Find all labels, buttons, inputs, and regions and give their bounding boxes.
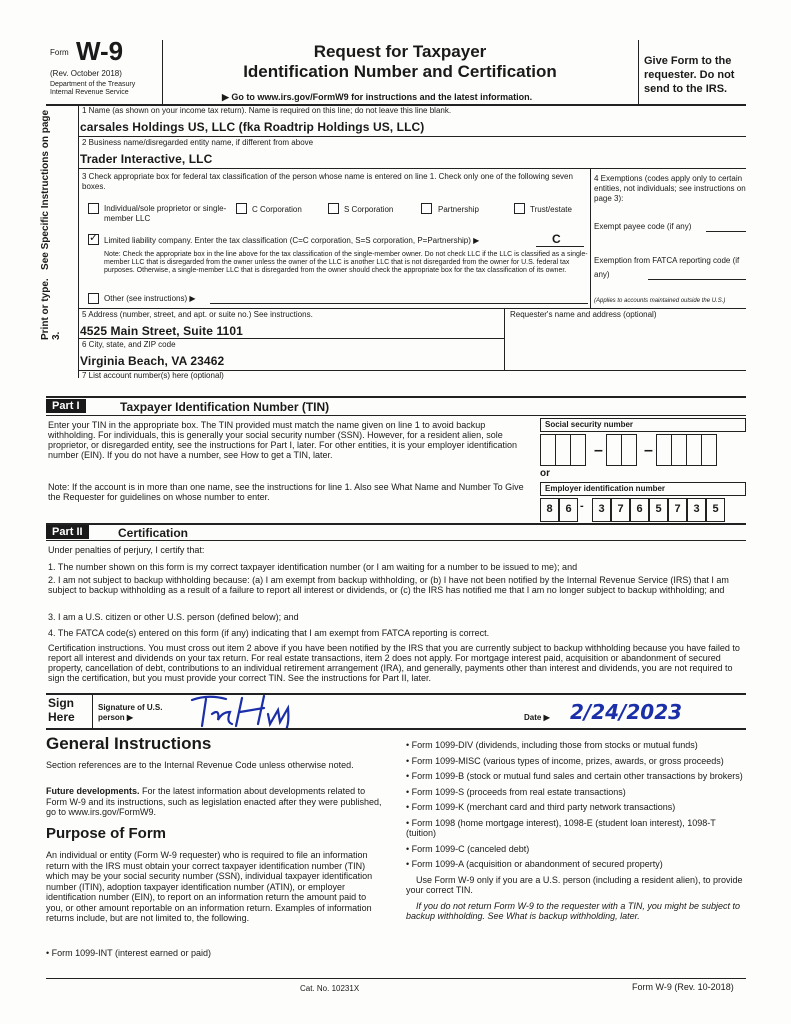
line1-label: 1 Name (as shown on your income tax return). Name is required on this line; do not leave this line blank. — [82, 106, 452, 115]
part2-label: Part II — [46, 525, 89, 539]
ein-digit: 3 — [687, 498, 706, 522]
cert-item-2: 2. I am not subject to backup withholding because: (a) I am exempt from backup withholding, or (b) I have not been notified by the Internal Revenue Service (IRS) that I am subject to backup withholding as a result of a failure to report all interest or dividends, or (c) the IRS has notified me that I am no longer subject to backup withholding; and — [48, 575, 729, 595]
trust-label: Trust/estate — [530, 205, 572, 214]
ssn-label: Social security number — [545, 420, 634, 429]
signature-field[interactable] — [176, 696, 516, 726]
date-label: Date ▶ — [524, 713, 550, 722]
city-state-zip-field[interactable]: Virginia Beach, VA 23462 — [80, 354, 225, 368]
right-bullets — [406, 740, 744, 922]
future-developments — [46, 786, 382, 818]
ssn-header — [540, 418, 746, 432]
bullet-item: • Form 1098 (home mortgage interest), 1098-E (student loan interest), 1098-T (tuition) — [406, 817, 716, 838]
requester-label: Requester's name and address (optional) — [510, 310, 657, 319]
cert-item-3: 3. I am a U.S. citizen or other U.S. person (defined below); and — [48, 612, 299, 622]
name-field[interactable]: carsales Holdings US, LLC (fka Roadtrip Holdings US, LLC) — [80, 120, 425, 134]
fatca-label: Exemption from FATCA reporting code (if any) — [594, 256, 740, 279]
side-label — [40, 100, 62, 340]
s-corp-checkbox[interactable] — [328, 203, 339, 214]
future-developments-text: For the latest information about developments related to Form W-9 and its instructions, such as legislation enacted after they were published, go to www.irs.gov/FormW9. — [46, 786, 382, 817]
ein-digit: 7 — [668, 498, 687, 522]
bullet-item: • Form 1099-DIV (dividends, including those from stocks or mutual funds) — [406, 740, 698, 750]
ein-digit: 6 — [559, 498, 578, 522]
ein-digit: 5 — [706, 498, 725, 522]
llc-note: Note: Check the appropriate box in the line above for the tax classification of the single-member owner. Do not check LLC if the LLC is classified as a single-member LLC that is disregarded from the owner unless the owner of the LLC is another LLC that is not disregarded from the owner for U.S. federal tax purposes. Otherwise, a single-member LLC that is disregarded from the owner should check the appropriate box for the tax classification of its owner. — [104, 251, 588, 274]
form-title — [162, 42, 638, 82]
treasury-dept: Department of the Treasury — [50, 81, 136, 88]
bullet-item: • Form 1099-K (merchant card and third party network transactions) — [406, 802, 676, 812]
cert-item-1: 1. The number shown on this form is my correct taxpayer identification number (or I am waiting for a number to be issued to me); and — [48, 562, 578, 572]
line5-label: 5 Address (number, street, and apt. or suite no.) See instructions. — [82, 310, 313, 319]
use-form-note: Use Form W-9 only if you are a U.S. person (including a resident alien), to provide your correct TIN. — [406, 874, 743, 895]
checkmark-icon: ✓ — [89, 232, 99, 244]
exempt-payee-label: Exempt payee code (if any) — [594, 222, 692, 231]
other-label: Other (see instructions) ▶ — [104, 294, 196, 303]
ein-digit: 5 — [649, 498, 668, 522]
section-references: Section references are to the Internal Revenue Code unless otherwise noted. — [46, 760, 354, 770]
cert-item-4: 4. The FATCA code(s) entered on this form (if any) indicating that I am exempt from FATCA reporting is correct. — [48, 628, 490, 638]
purpose-text: An individual or entity (Form W-9 requester) who is required to file an information return with the IRS must obtain your correct taxpayer identification number (TIN) which may be your social security number (SSN), individual taxpayer identification number (ITIN), adoption taxpayer identification number (ATIN), or employer identification number (EIN), to report on an information return the amount paid to you, or other amount reportable on an information return. Examples of information returns include, but are not limited to, the following. — [46, 850, 373, 923]
side-label-print: Print or type. — [40, 278, 51, 340]
ein-digit: 7 — [611, 498, 630, 522]
other-checkbox[interactable] — [88, 293, 99, 304]
signature-label: Signature of U.S. person ▶ — [98, 703, 163, 722]
bullet-item: • Form 1099-MISC (various types of income, prizes, awards, or gross proceeds) — [406, 755, 724, 766]
part2-title: Certification — [118, 526, 189, 540]
llc-classification-field[interactable]: C — [552, 232, 561, 246]
signature-mark-icon — [186, 690, 326, 730]
part1-text: Enter your TIN in the appropriate box. The TIN provided must match the name given on line 1 to avoid backup withholding. For individuals, this is generally your social security number (SSN). However, for a resident alien, sole proprietor, or disregarded entity, see the instructions for Part I, later. For other entities, it is your employer identification number (EIN). If you do not have a number, see How to get a TIN, later. — [48, 420, 518, 460]
address-field[interactable]: 4525 Main Street, Suite 1101 — [80, 324, 243, 338]
future-developments-title: Future developments. — [46, 786, 140, 796]
title-line-2: Identification Number and Certification — [243, 62, 557, 81]
part1-title: Taxpayer Identification Number (TIN) — [120, 400, 330, 414]
ein-header — [540, 482, 746, 496]
partnership-label: Partnership — [438, 205, 479, 214]
line2-label: 2 Business name/disregarded entity name, if different from above — [82, 138, 314, 147]
bullet-item: • Form 1099-C (canceled debt) — [406, 843, 530, 854]
individual-checkbox[interactable] — [88, 203, 99, 214]
form-number: W-9 — [76, 36, 124, 66]
fatca-note: (Applies to accounts maintained outside the U.S.) — [594, 298, 726, 304]
purpose-heading: Purpose of Form — [46, 825, 167, 842]
c-corp-label: C Corporation — [252, 205, 302, 214]
form-word: Form — [50, 48, 69, 57]
goto-instructions: ▶ Go to www.irs.gov/FormW9 for instructions and the latest information. — [222, 92, 533, 102]
footer-form: Form W-9 (Rev. 10-2018) — [632, 982, 734, 992]
exemptions-title: 4 Exemptions (codes apply only to certain entities, not individuals; see instructions on page 3): — [594, 174, 746, 203]
ein-digit: 8 — [540, 498, 559, 522]
ein-dash: - — [580, 500, 584, 512]
line3-label: 3 Check appropriate box for federal tax classification of the person whose name is entered on line 1. Check only one of the following seven boxes. — [82, 172, 573, 191]
ein-digit: 6 — [630, 498, 649, 522]
bullet-item: • Form 1099-B (stock or mutual fund sales and certain other transactions by brokers) — [406, 771, 743, 781]
trust-checkbox[interactable] — [514, 203, 525, 214]
s-corp-label: S Corporation — [344, 205, 394, 214]
bullet-item: • Form 1099-S (proceeds from real estate transactions) — [406, 786, 626, 797]
catalog-number: Cat. No. 10231X — [300, 984, 360, 993]
ein-label: Employer identification number — [545, 484, 666, 493]
sign-here: Sign Here — [48, 696, 75, 724]
date-field[interactable]: 2/24/2023 — [570, 700, 683, 724]
part1-label: Part I — [46, 399, 86, 413]
ein-field[interactable] — [540, 498, 746, 522]
line7-label: 7 List account number(s) here (optional) — [82, 371, 224, 380]
bullet-item: • Form 1099-A (acquisition or abandonment of secured property) — [406, 859, 663, 869]
form-revision: (Rev. October 2018) — [50, 69, 122, 78]
or-label: or — [540, 468, 550, 479]
ein-digit: 3 — [592, 498, 611, 522]
general-heading: General Instructions — [46, 734, 212, 753]
backup-withholding-note: If you do not return Form W-9 to the requester with a TIN, you might be subject to backup withholding. See What is backup withholding, later. — [406, 900, 740, 921]
part1-note: Note: If the account is in more than one name, see the instructions for line 1. Also see What Name and Number To Give the Requester for guidelines on whose number to enter. — [48, 482, 524, 502]
part2-intro: Under penalties of perjury, I certify that: — [48, 545, 205, 555]
individual-label: Individual/sole proprietor or single-member LLC — [104, 204, 227, 223]
irs-label: Internal Revenue Service — [50, 89, 129, 96]
llc-checkbox[interactable] — [88, 234, 99, 245]
title-line-1: Request for Taxpayer — [313, 42, 487, 61]
bullet-1099-int: • Form 1099-INT (interest earned or paid) — [46, 948, 212, 958]
partnership-checkbox[interactable] — [421, 203, 432, 214]
line6-label: 6 City, state, and ZIP code — [82, 340, 176, 349]
llc-label: Limited liability company. Enter the tax classification (C=C corporation, S=S corporation, P=Partnership) ▶ — [104, 236, 480, 245]
side-label-instructions: See Specific Instructions on page 3. — [40, 109, 62, 340]
ssn-field[interactable]: – – — [540, 434, 744, 466]
give-form-note: Give Form to the requester. Do not send to the IRS. — [644, 55, 735, 95]
cert-instructions: Certification instructions. You must cross out item 2 above if you have been notified by the IRS that you are currently subject to backup withholding because you have failed to report all interest and dividends on your tax return. For real estate transactions, item 2 does not apply. For mortgage interest paid, acquisition or abandonment of secured property, cancellation of debt, contributions to an individual retirement arrangement (IRA), and generally, payments other than interest and dividends, you are not required to sign the certification, but you must provide your correct TIN. See the instructions for Part II, later. — [48, 643, 740, 683]
business-name-field[interactable]: Trader Interactive, LLC — [80, 152, 213, 166]
c-corp-checkbox[interactable] — [236, 203, 247, 214]
